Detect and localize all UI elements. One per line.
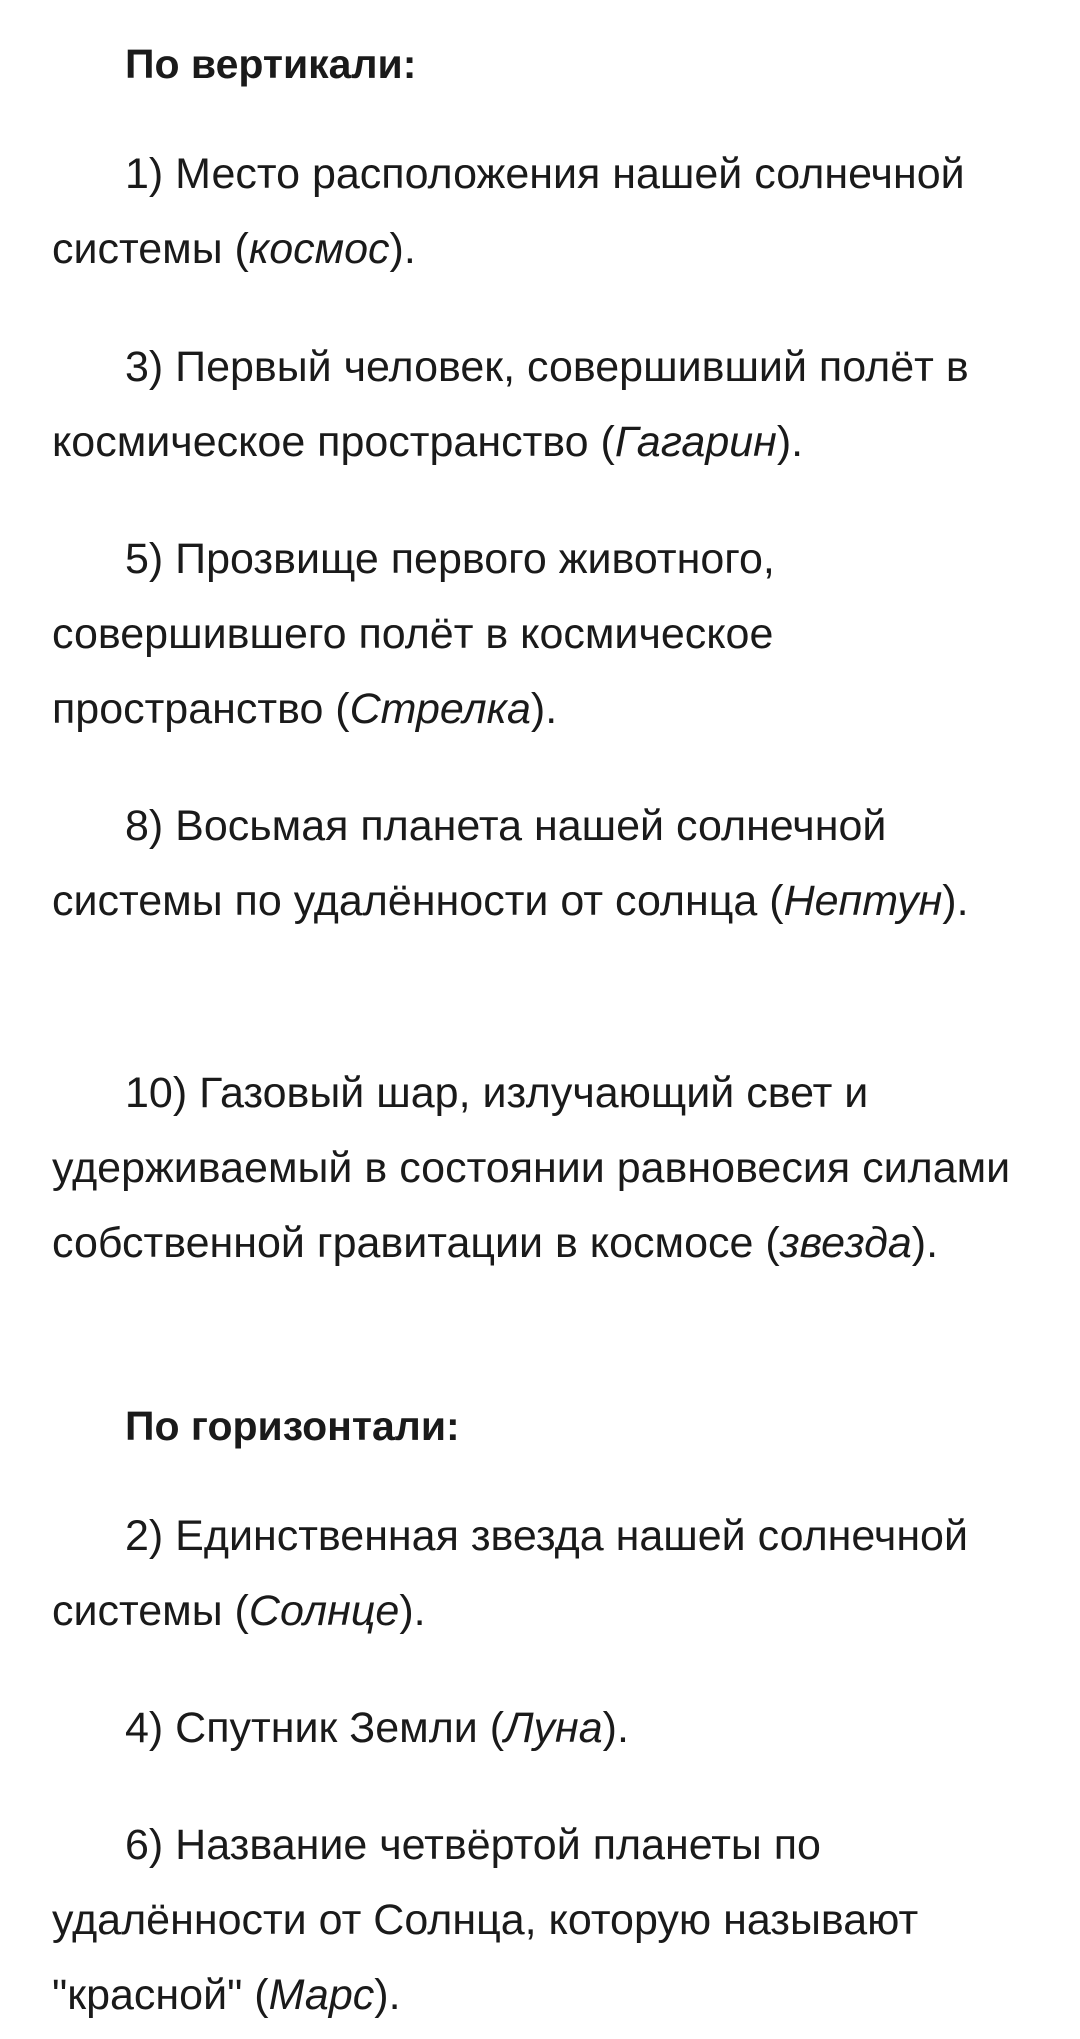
clue-tail: ). [389, 225, 416, 273]
clue-tail: ). [399, 1587, 426, 1635]
clue-vertical-5 [52, 522, 1042, 747]
clue-answer: Нептун [783, 877, 943, 925]
clue-tail: ). [942, 877, 969, 925]
clue-text: 4) Спутник Земли ( [125, 1704, 505, 1752]
clue-vertical-8 [52, 789, 1042, 939]
clue-text: 3) Первый человек, совершивший полёт в космическое пространство ( [52, 343, 969, 466]
clue-text: 5) Прозвище первого животного, совершившего полёт в космическое пространство ( [52, 535, 775, 733]
clue-text: 10) Газовый шар, излучающий свет и удерживаемый в состоянии равновесия силами собственной гравитации в космосе ( [52, 1069, 1011, 1267]
section-heading-horizontal: По горизонтали: [125, 1403, 460, 1449]
clue-horizontal-4 [52, 1691, 1042, 1766]
clue-text: 6) Название четвёртой планеты по удалённости от Солнца, которую называют "красной" ( [52, 1821, 919, 2019]
clue-answer: Гагарин [614, 418, 777, 466]
section-heading-vertical: По вертикали: [125, 41, 417, 87]
clue-answer: Стрелка [349, 685, 531, 733]
clue-answer: звезда [779, 1219, 912, 1267]
clue-vertical-3 [52, 330, 1042, 480]
clue-answer: Луна [504, 1704, 603, 1752]
clue-tail: ). [530, 685, 558, 733]
clue-tail: ). [911, 1219, 939, 1267]
clue-horizontal-6 [52, 1808, 1042, 2033]
clue-text: 2) Единственная звезда нашей солнечной системы ( [52, 1512, 968, 1635]
clue-text: 1) Место расположения нашей солнечной системы ( [52, 150, 965, 273]
clue-answer: Марс [268, 1971, 375, 2019]
clue-text: 8) Восьмая планета нашей солнечной системы по удалённости от солнца ( [52, 802, 887, 925]
clue-answer: Солнце [248, 1587, 400, 1635]
clue-horizontal-2 [52, 1499, 1042, 1649]
clue-tail: ). [602, 1704, 629, 1752]
clue-tail: ). [776, 418, 804, 466]
clue-vertical-1 [52, 137, 1042, 287]
clue-vertical-10 [52, 1056, 1042, 1281]
clue-answer: космос [248, 225, 390, 273]
clue-tail: ). [374, 1971, 401, 2019]
